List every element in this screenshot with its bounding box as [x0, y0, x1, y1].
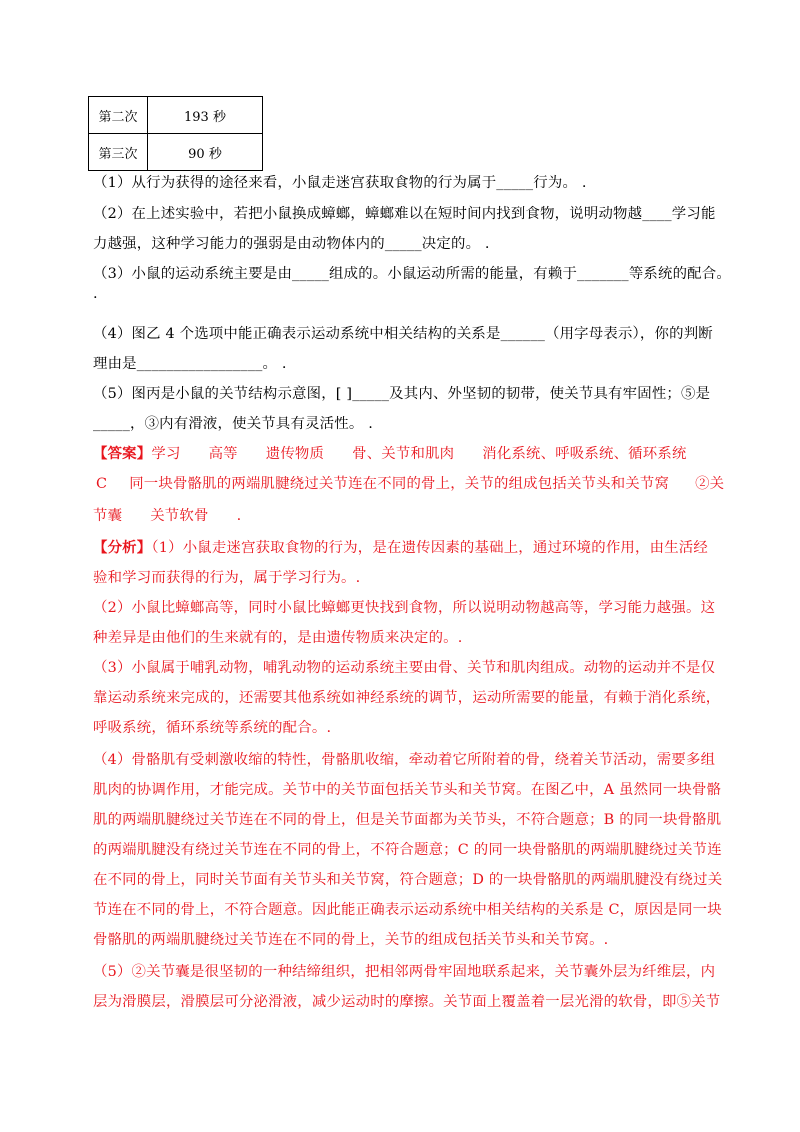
- analysis-line: 的两端肌腱没有绕过关节连在不同的骨上，不符合题意；C 的同一块骨骼肌的两端肌腱绕过关节连: [93, 842, 722, 858]
- analysis-line: 层为滑膜层，滑膜层可分泌滑液，减少运动时的摩擦。关节面上覆盖着一层光滑的软骨，即⑤关节: [93, 994, 721, 1010]
- analysis-line: 节连在不同的骨上，不符合题意。因此能正确表示运动系统中相关结构的关系是 C，原因是同一块: [93, 902, 722, 918]
- question-line: （1）从行为获得的途径来看，小鼠走迷宫获取食物的行为属于_____行为。 .: [93, 175, 587, 191]
- analysis-line: [93, 538, 708, 558]
- analysis-line: （3）小鼠属于哺乳动物，哺乳动物的运动系统主要由骨、关节和肌肉组成。动物的运动并不是仅: [93, 660, 716, 676]
- analysis-line: 靠运动系统来完成的，还需要其他系统如神经系统的调节，运动所需要的能量，有赖于消化系统，: [93, 690, 721, 706]
- question-line: （5）图丙是小鼠的关节结构示意图，[ ]_____及其内、外坚韧的韧带，使关节具有牢固性；⑤是: [93, 386, 711, 402]
- answer-item: 高等: [208, 446, 238, 462]
- answer-item: 节囊: [93, 508, 123, 524]
- answer-line-2: [96, 474, 724, 494]
- analysis-line: 肌肉的协调作用，才能完成。关节中的关节面包括关节头和关节窝。在图乙中，A 虽然同一块骨骼: [93, 782, 722, 798]
- table-row: [89, 97, 263, 134]
- table-cell-label: 第三次: [89, 134, 148, 171]
- answer-item: 遗传物质: [265, 446, 325, 462]
- answer-tag: 【答案】: [93, 445, 152, 462]
- question-line: 理由是_________________。 .: [93, 356, 287, 372]
- answer-item: .: [236, 508, 242, 524]
- analysis-line: 在不同的骨上，同时关节面有关节头和关节窝，符合题意；D 的一块骨骼肌的两端肌腱没有绕过关: [93, 872, 723, 888]
- analysis-line: 验和学习而获得的行为，属于学习行为。.: [93, 570, 361, 586]
- answer-item: 学习: [151, 446, 181, 462]
- analysis-line: （5）②关节囊是很坚韧的一种结缔组织，把相邻两骨牢固地联系起来，关节囊外层为纤维层，内: [93, 964, 716, 980]
- analysis-line: 种差异是由他们的生来就有的，是由遗传物质来决定的。.: [93, 630, 463, 646]
- question-line: .: [93, 286, 98, 302]
- table-cell-value: 193 秒: [148, 97, 263, 134]
- answer-line-1: [93, 444, 687, 464]
- answer-item: 同一块骨骼肌的两端肌腱绕过关节连在不同的骨上，关节的组成包括关节头和关节窝: [129, 476, 670, 492]
- question-line: （2）在上述实验中，若把小鼠换成蟑螂，蟑螂难以在短时间内找到食物，说明动物越____学习能: [93, 206, 716, 222]
- table-cell-label: 第二次: [89, 97, 148, 134]
- answer-item: C: [96, 476, 108, 492]
- timing-table: [88, 96, 263, 171]
- question-line: _____，③内有滑液，使关节具有灵活性。 .: [93, 416, 373, 432]
- question-line: 力越强，这种学习能力的强弱是由动物体内的_____决定的。 .: [93, 236, 490, 252]
- answer-item: 骨、关节和肌肉: [352, 446, 455, 462]
- answer-item: 关节软骨: [150, 508, 209, 524]
- answer-item: 消化系统、呼吸系统、循环系统: [482, 446, 687, 462]
- analysis-tag: 【分析】: [93, 539, 152, 556]
- analysis-text: （1）小鼠走迷宫获取食物的行为，是在遗传因素的基础上，通过环境的作用，由生活经: [151, 540, 708, 556]
- analysis-line: 肌的两端肌腱绕过关节连在不同的骨上，但是关节面都为关节头，不符合题意；B 的同一块骨骼肌: [93, 812, 722, 828]
- table-cell-value: 90 秒: [148, 134, 263, 171]
- table-row: [89, 134, 263, 171]
- answer-item: ②关: [695, 476, 725, 492]
- analysis-line: （4）骨骼肌有受刺激收缩的特性，骨骼肌收缩，牵动着它所附着的骨，绕着关节活动，需要多组: [93, 752, 716, 768]
- analysis-line: 骨骼肌的两端肌腱绕过关节连在不同的骨上，关节的组成包括关节头和关节窝。.: [93, 932, 609, 948]
- analysis-line: 呼吸系统，循环系统等系统的配合。.: [93, 720, 332, 736]
- analysis-line: （2）小鼠比蟑螂高等，同时小鼠比蟑螂更快找到食物，所以说明动物越高等，学习能力越强。这: [93, 600, 716, 616]
- question-line: （4）图乙 4 个选项中能正确表示运动系统中相关结构的关系是______（用字母表示），你的判断: [93, 326, 713, 342]
- answer-line-3: [93, 506, 241, 526]
- question-line: （3）小鼠的运动系统主要是由_____组成的。小鼠运动所需的能量，有赖于_______等系统的配合。: [93, 266, 731, 282]
